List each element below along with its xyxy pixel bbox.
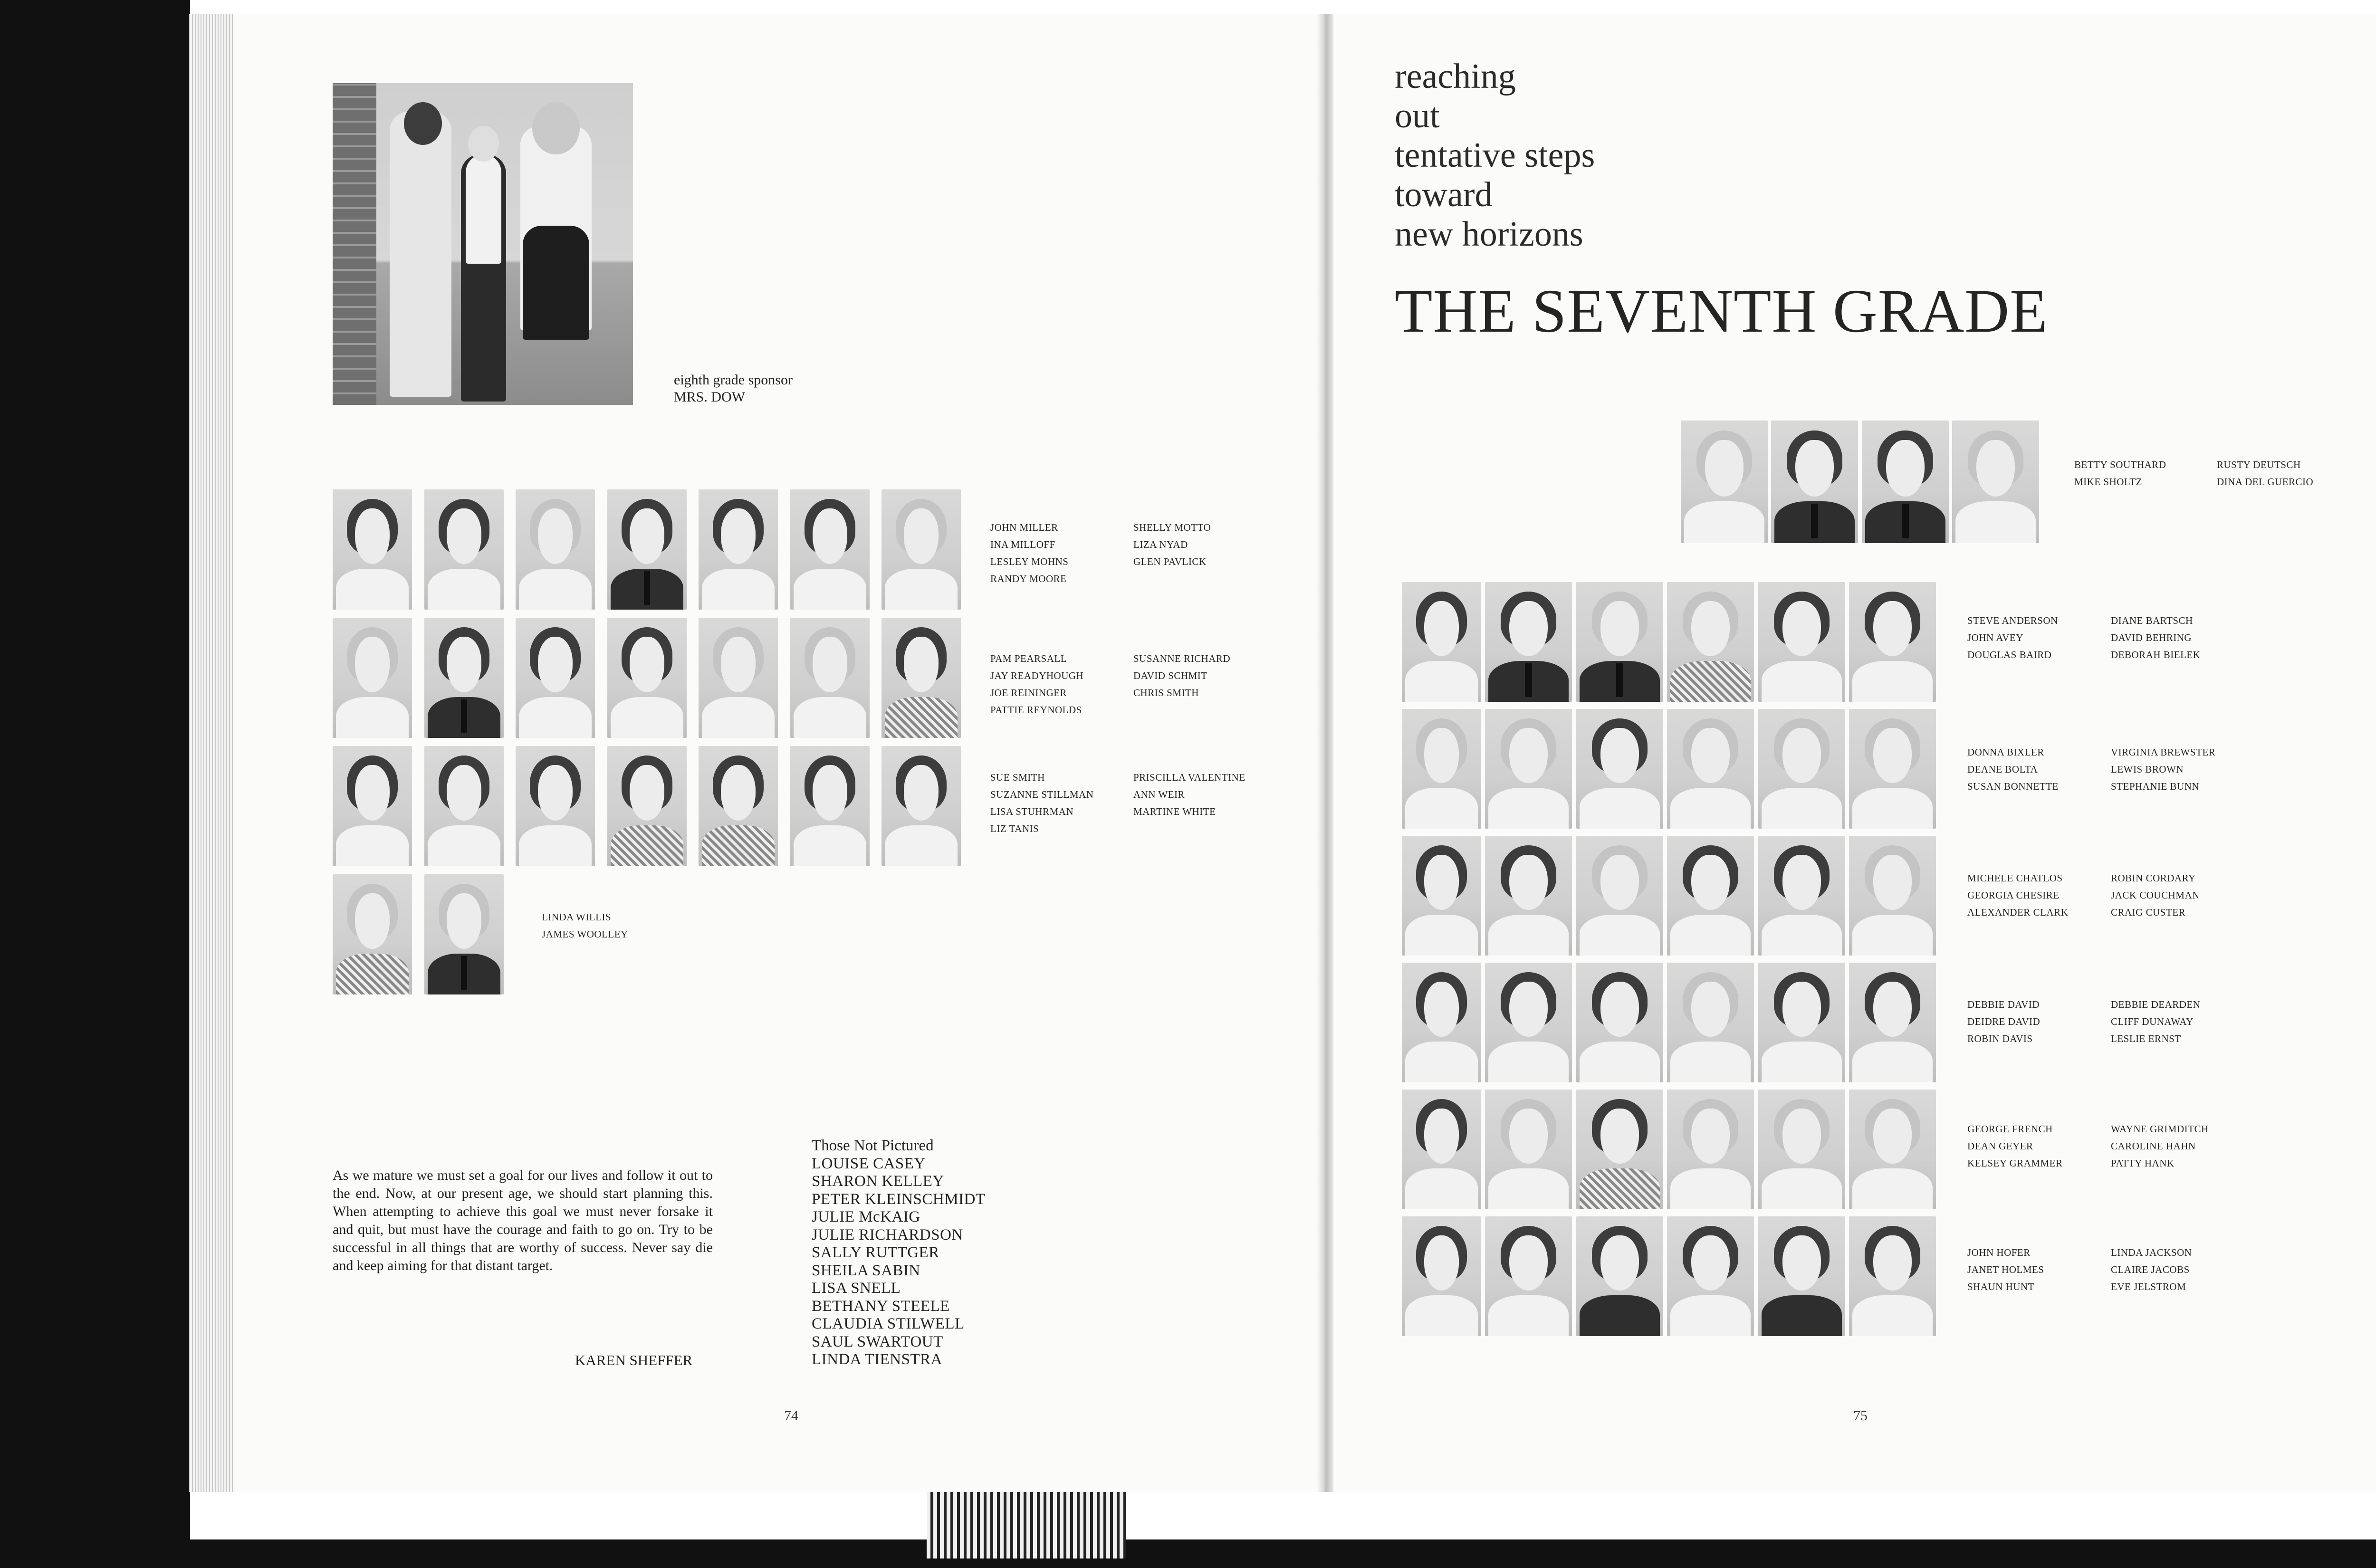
portrait bbox=[881, 489, 961, 610]
student-name: KELSEY GRAMMER bbox=[1967, 1157, 2063, 1169]
not-pictured-name: SALLY RUTTGER bbox=[812, 1244, 939, 1261]
page-title: THE SEVENTH GRADE bbox=[1395, 277, 2048, 345]
portrait bbox=[333, 618, 412, 738]
student-name: LINDA WILLIS bbox=[542, 911, 612, 923]
student-name: STEPHANIE BUNN bbox=[2111, 781, 2200, 792]
portrait bbox=[1667, 1216, 1754, 1336]
page-edges bbox=[189, 14, 233, 1492]
student-name: GLEN PAVLICK bbox=[1133, 556, 1207, 567]
student-name: SHAUN HUNT bbox=[1967, 1281, 2034, 1292]
names-group-3-col1 bbox=[990, 769, 1093, 837]
portrait bbox=[1485, 582, 1572, 702]
student-name: DEANE BOLTA bbox=[1967, 764, 2038, 775]
student-name: SUE SMITH bbox=[990, 772, 1045, 783]
portrait bbox=[1402, 963, 1481, 1082]
student-name: EVE JELSTROM bbox=[2111, 1281, 2186, 1292]
student-name: ROBIN CORDARY bbox=[2111, 872, 2196, 884]
student-name: JAY READYHOUGH bbox=[990, 670, 1084, 681]
student-name: CAROLINE HAHN bbox=[2111, 1140, 2196, 1152]
portrait bbox=[1758, 709, 1845, 829]
student-name: JACK COUCHMAN bbox=[2111, 889, 2200, 901]
student-name: PATTY HANK bbox=[2111, 1157, 2175, 1169]
student-name: PRISCILLA VALENTINE bbox=[1133, 772, 1245, 783]
student-name: PAM PEARSALL bbox=[990, 653, 1067, 664]
student-name: JOE REININGER bbox=[990, 687, 1067, 698]
portrait bbox=[1576, 709, 1663, 829]
not-pictured-name: JULIE RICHARDSON bbox=[812, 1226, 963, 1243]
portrait bbox=[1758, 963, 1845, 1082]
portrait bbox=[1758, 1090, 1845, 1209]
not-pictured-name: LOUISE CASEY bbox=[812, 1155, 926, 1172]
student-name: DEBBIE DEARDEN bbox=[2111, 999, 2201, 1010]
poem-line: reaching bbox=[1395, 57, 1516, 96]
sponsor-photo bbox=[333, 83, 633, 405]
student-name: JANET HOLMES bbox=[1967, 1264, 2044, 1275]
student-name: DEBBIE DAVID bbox=[1967, 999, 2040, 1010]
student-name: SUSANNE RICHARD bbox=[1133, 653, 1231, 664]
student-name: RUSTY DEUTSCH bbox=[2217, 459, 2301, 470]
student-name: LESLIE ERNST bbox=[2111, 1033, 2181, 1044]
portrait bbox=[1681, 421, 1768, 543]
portrait bbox=[1771, 421, 1858, 543]
student-name: LESLEY MOHNS bbox=[990, 556, 1069, 567]
page-number-left: 74 bbox=[784, 1408, 798, 1424]
portrait bbox=[881, 746, 961, 866]
student-name: MIKE SHOLTZ bbox=[2074, 476, 2142, 488]
not-pictured-name: JULIE McKAIG bbox=[812, 1208, 920, 1225]
portrait bbox=[333, 489, 412, 610]
student-name: ALEXANDER CLARK bbox=[1967, 907, 2069, 918]
student-name: ROBIN DAVIS bbox=[1967, 1033, 2033, 1044]
portrait bbox=[1576, 1216, 1663, 1336]
portrait bbox=[424, 618, 504, 738]
student-name: SUZANNE STILLMAN bbox=[990, 789, 1094, 800]
student-name: LINDA JACKSON bbox=[2111, 1247, 2192, 1258]
student-name: SUSAN BONNETTE bbox=[1967, 781, 2059, 792]
names-group-3-col2 bbox=[1133, 769, 1245, 820]
student-name: JOHN AVEY bbox=[1967, 632, 2023, 643]
portrait bbox=[516, 746, 595, 866]
student-name: DINA DEL GUERCIO bbox=[2217, 476, 2314, 488]
poem bbox=[1395, 57, 1595, 254]
not-pictured-name: PETER KLEINSCHMIDT bbox=[812, 1190, 986, 1208]
poem-line: toward bbox=[1395, 175, 1493, 214]
student-name: GEORGIA CHESIRE bbox=[1967, 889, 2060, 901]
portrait bbox=[1849, 963, 1936, 1082]
not-pictured-title: Those Not Pictured bbox=[812, 1137, 934, 1154]
portrait bbox=[699, 618, 778, 738]
names-group-2-col1 bbox=[990, 650, 1083, 718]
book-gutter bbox=[1317, 14, 1333, 1492]
not-pictured-name: LISA SNELL bbox=[812, 1280, 901, 1297]
student-name: LIZ TANIS bbox=[990, 823, 1039, 834]
portrait bbox=[1667, 963, 1754, 1082]
student-name: DAVID BEHRING bbox=[2111, 632, 2192, 643]
portrait bbox=[1485, 1090, 1572, 1209]
portrait bbox=[1667, 836, 1754, 956]
portrait bbox=[1485, 963, 1572, 1082]
sponsor-caption-line-1: eighth grade sponsor bbox=[674, 372, 793, 388]
student-name: DONNA BIXLER bbox=[1967, 746, 2044, 758]
student-name: CLIFF DUNAWAY bbox=[2111, 1016, 2194, 1027]
portrait bbox=[1667, 709, 1754, 829]
portrait bbox=[1758, 582, 1845, 702]
portrait bbox=[1862, 421, 1949, 543]
portrait bbox=[1667, 1090, 1754, 1209]
student-name: RANDY MOORE bbox=[990, 573, 1067, 584]
names-right-group-4-col2 bbox=[2111, 996, 2200, 1047]
essay-text: As we mature we must set a goal for our lives and follow it out to the end. Now, at our present age, we should start planning this. When attempting to achieve this goal we must never forsake it and quit, but must have the courage and faith to go on. Try to be successful in all things that are worthy of success. Never say die and keep aiming for that distant target. bbox=[333, 1167, 713, 1273]
portrait bbox=[1485, 1216, 1572, 1336]
student-name: DIANE BARTSCH bbox=[2111, 615, 2193, 626]
names-group-1-col1 bbox=[990, 519, 1068, 587]
portrait bbox=[1402, 1090, 1481, 1209]
portrait bbox=[790, 489, 870, 610]
not-pictured-name: SHARON KELLEY bbox=[812, 1173, 944, 1190]
names-right-group-3-col2 bbox=[2111, 870, 2200, 921]
portrait bbox=[1667, 582, 1754, 702]
names-group-2-col2 bbox=[1133, 650, 1230, 701]
student-name: LIZA NYAD bbox=[1133, 539, 1188, 550]
portrait bbox=[333, 746, 412, 866]
portrait bbox=[1849, 709, 1936, 829]
names-top-col1 bbox=[2074, 456, 2166, 490]
portrait bbox=[1758, 1216, 1845, 1336]
student-name: MICHELE CHATLOS bbox=[1967, 872, 2063, 884]
student-name: CRAIG CUSTER bbox=[2111, 907, 2186, 918]
not-pictured-list bbox=[812, 1137, 986, 1369]
portrait bbox=[1952, 421, 2039, 543]
not-pictured-name: SAUL SWARTOUT bbox=[812, 1333, 943, 1350]
portrait bbox=[1402, 709, 1481, 829]
portrait bbox=[1402, 582, 1481, 702]
portrait bbox=[1402, 1216, 1481, 1336]
portrait bbox=[516, 618, 595, 738]
names-right-group-6-col1 bbox=[1967, 1244, 2044, 1295]
names-top-col2 bbox=[2217, 456, 2313, 490]
names-right-group-5-col2 bbox=[2111, 1120, 2209, 1172]
student-name: VIRGINIA BREWSTER bbox=[2111, 746, 2216, 758]
essay-author: KAREN SHEFFER bbox=[575, 1352, 693, 1368]
student-name: ANN WEIR bbox=[1133, 789, 1185, 800]
portrait bbox=[790, 746, 870, 866]
student-name: DEBORAH BIELEK bbox=[2111, 649, 2201, 660]
names-right-group-1-col1 bbox=[1967, 612, 2058, 663]
portrait bbox=[1576, 836, 1663, 956]
portrait bbox=[424, 489, 504, 610]
not-pictured-name: BETHANY STEELE bbox=[812, 1297, 950, 1315]
portrait bbox=[1849, 1090, 1936, 1209]
student-name: BETTY SOUTHARD bbox=[2074, 459, 2166, 470]
student-name: SHELLY MOTTO bbox=[1133, 522, 1211, 533]
page-number-right: 75 bbox=[1853, 1408, 1868, 1424]
student-name: JOHN HOFER bbox=[1967, 1247, 2031, 1258]
poem-line: tentative steps bbox=[1395, 136, 1595, 175]
student-name: STEVE ANDERSON bbox=[1967, 615, 2058, 626]
student-name: DEAN GEYER bbox=[1967, 1140, 2033, 1152]
portrait bbox=[881, 618, 961, 738]
names-group-4-col1 bbox=[542, 908, 628, 943]
portrait bbox=[699, 489, 778, 610]
portrait bbox=[607, 618, 687, 738]
student-name: CLAIRE JACOBS bbox=[2111, 1264, 2190, 1275]
portrait bbox=[699, 746, 778, 866]
student-name: PATTIE REYNOLDS bbox=[990, 704, 1082, 716]
student-name: DOUGLAS BAIRD bbox=[1967, 649, 2052, 660]
student-name: JOHN MILLER bbox=[990, 522, 1058, 533]
poem-line: new horizons bbox=[1395, 215, 1583, 254]
names-right-group-2-col2 bbox=[2111, 744, 2215, 795]
student-name: DAVID SCHMIT bbox=[1133, 670, 1207, 681]
portrait bbox=[1758, 836, 1845, 956]
portrait bbox=[1576, 1090, 1663, 1209]
portrait bbox=[607, 489, 687, 610]
student-name: LEWIS BROWN bbox=[2111, 764, 2184, 775]
sponsor-caption bbox=[674, 372, 793, 406]
portrait bbox=[1849, 582, 1936, 702]
names-right-group-1-col2 bbox=[2111, 612, 2200, 663]
names-right-group-3-col1 bbox=[1967, 870, 2068, 921]
portrait bbox=[424, 746, 504, 866]
student-name: LISA STUHRMAN bbox=[990, 806, 1074, 817]
scan-border-bottom bbox=[0, 1539, 2376, 1568]
portrait bbox=[1849, 836, 1936, 956]
not-pictured-name: LINDA TIENSTRA bbox=[812, 1351, 942, 1368]
student-name: CHRIS SMITH bbox=[1133, 687, 1199, 698]
names-right-group-2-col1 bbox=[1967, 744, 2059, 795]
portrait bbox=[1576, 582, 1663, 702]
not-pictured-name: SHEILA SABIN bbox=[812, 1262, 920, 1279]
names-group-1-col2 bbox=[1133, 519, 1211, 570]
sponsor-caption-line-2: MRS. DOW bbox=[674, 389, 746, 405]
portrait bbox=[790, 618, 870, 738]
scan-border-left bbox=[0, 0, 190, 1568]
student-name: WAYNE GRIMDITCH bbox=[2111, 1123, 2209, 1135]
names-right-group-5-col1 bbox=[1967, 1120, 2062, 1172]
student-name: GEORGE FRENCH bbox=[1967, 1123, 2053, 1135]
student-name: DEIDRE DAVID bbox=[1967, 1016, 2041, 1027]
student-name: INA MILLOFF bbox=[990, 539, 1055, 550]
portrait bbox=[1485, 836, 1572, 956]
portrait bbox=[1485, 709, 1572, 829]
student-name: MARTINE WHITE bbox=[1133, 806, 1216, 817]
student-name: JAMES WOOLLEY bbox=[542, 928, 628, 940]
not-pictured-name: CLAUDIA STILWELL bbox=[812, 1315, 965, 1332]
names-right-group-4-col1 bbox=[1967, 996, 2040, 1047]
portrait bbox=[333, 874, 412, 994]
portrait bbox=[1576, 963, 1663, 1082]
portrait bbox=[424, 874, 504, 994]
portrait bbox=[1849, 1216, 1936, 1336]
portrait bbox=[607, 746, 687, 866]
book-bottom-edge bbox=[927, 1492, 1126, 1558]
portrait bbox=[516, 489, 595, 610]
portrait bbox=[1402, 836, 1481, 956]
poem-line: out bbox=[1395, 96, 1440, 135]
names-right-group-6-col2 bbox=[2111, 1244, 2192, 1295]
